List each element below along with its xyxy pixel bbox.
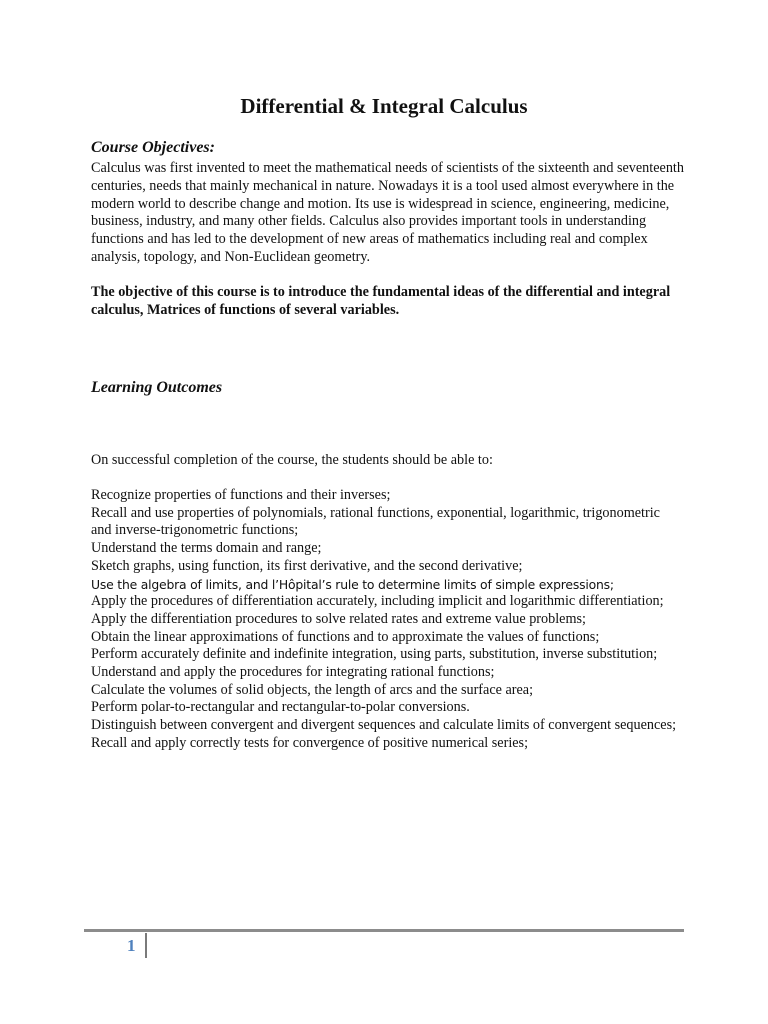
page-number-divider: [145, 933, 147, 958]
footer-rule: [84, 929, 684, 932]
list-item: Understand and apply the procedures for integrating rational functions;: [91, 664, 495, 681]
list-item: Understand the terms domain and range;: [91, 540, 322, 557]
learning-outcomes-heading: Learning Outcomes: [91, 379, 223, 396]
list-item: Recall and apply correctly tests for convergence of positive numerical series;: [91, 734, 529, 751]
document-title: Differential & Integral Calculus: [240, 94, 528, 118]
list-item: Apply the procedures of differentiation accurately, including implicit and logarithmic differentiation;: [91, 593, 664, 610]
list-item: Sketch graphs, using function, its first derivative, and the second derivative;: [91, 557, 523, 574]
list-item: Distinguish between convergent and divergent sequences and calculate limits of convergent sequences;: [91, 717, 677, 734]
list-item: Perform accurately definite and indefinite integration, using parts, substitution, inverse substitution;: [91, 646, 658, 663]
page-number: 1: [127, 936, 136, 955]
list-item: Perform polar-to-rectangular and rectangular-to-polar conversions.: [91, 699, 470, 716]
list-item: Apply the differentiation procedures to solve related rates and extreme value problems;: [91, 610, 586, 627]
list-item: Obtain the linear approximations of functions and to approximate the values of functions;: [91, 628, 600, 645]
course-objectives-heading: Course Objectives:: [91, 139, 215, 156]
learning-outcomes-list: [91, 487, 681, 753]
learning-outcomes-lead: On successful completion of the course, the students should be able to:: [91, 452, 493, 468]
list-item: Calculate the volumes of solid objects, the length of arcs and the surface area;: [91, 681, 534, 698]
list-item: Recognize properties of functions and their inverses;: [91, 487, 391, 503]
list-item: Use the algebra of limits, and l’Hôpital’s rule to determine limits of simple expressions;: [91, 576, 614, 592]
course-objective-statement: The objective of this course is to introduce the fundamental ideas of the differential and integral calculus, Matrices of functions of several variables.: [91, 284, 671, 318]
course-objectives-intro: Calculus was first invented to meet the mathematical needs of scientists of the sixteenth and seventeenth centuries, needs that mainly mechanical in nature. Nowadays it is a tool used almost everywhere in the modern world to describe change and motion. Its use is widespread in science, engineering, medicine, business, industry, and many other fields. Calculus also provides important tools in understanding functions and has led to the development of new areas of mathematics including real and complex analysis, topology, and Non-Euclidean geometry.: [91, 160, 684, 265]
list-item: Recall and use properties of polynomials, rational functions, exponential, logarithmic, trigonometric and inverse-trigonometric functions;: [91, 504, 660, 539]
